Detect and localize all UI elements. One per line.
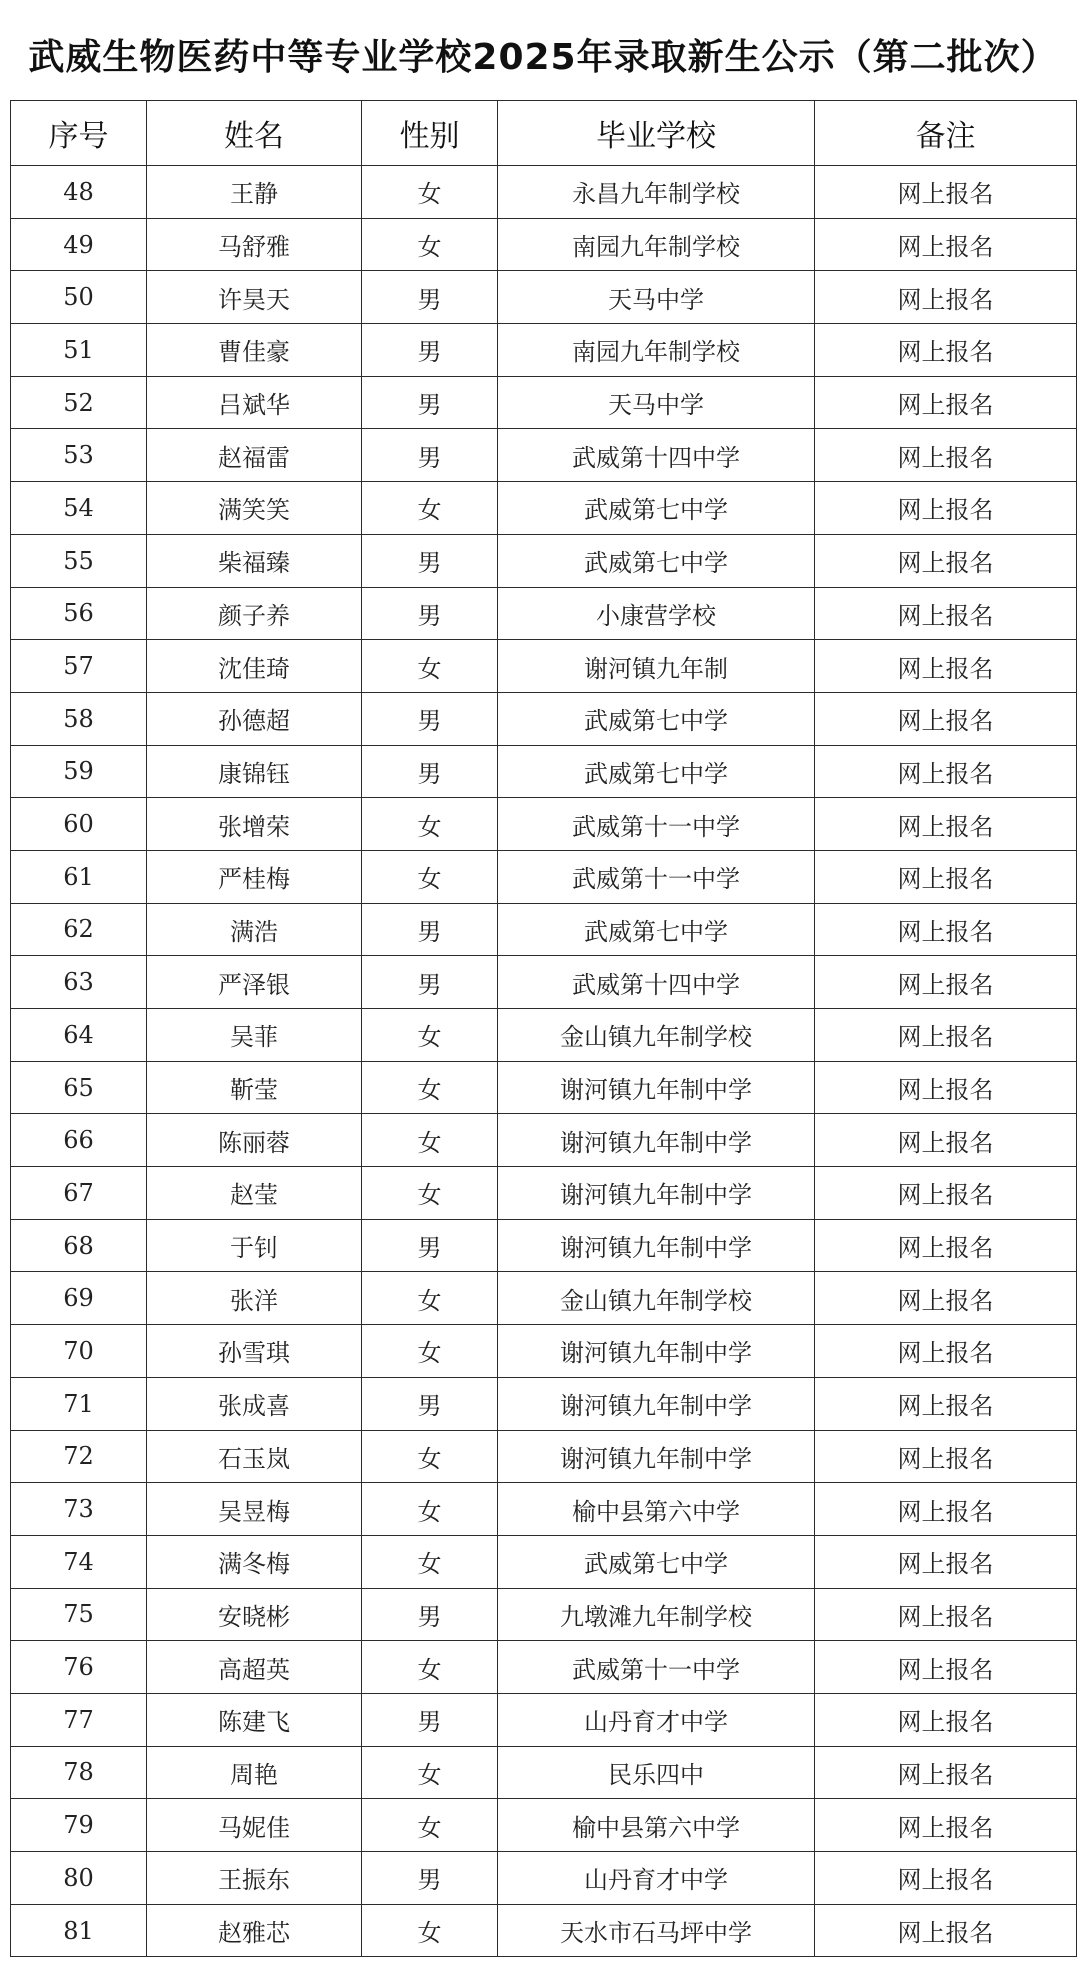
cell-graduated-school: 武威第十一中学 bbox=[498, 798, 815, 851]
cell-remarks: 网上报名 bbox=[815, 1588, 1077, 1641]
table-row bbox=[11, 1430, 1077, 1483]
table-row bbox=[11, 850, 1077, 903]
cell-name: 沈佳琦 bbox=[147, 640, 362, 693]
cell-serial-number: 54 bbox=[11, 482, 147, 535]
cell-gender: 男 bbox=[362, 429, 498, 482]
cell-serial-number: 71 bbox=[11, 1377, 147, 1430]
cell-remarks: 网上报名 bbox=[815, 1167, 1077, 1220]
table-row bbox=[11, 1852, 1077, 1905]
cell-gender: 男 bbox=[362, 1852, 498, 1905]
cell-graduated-school: 谢河镇九年制中学 bbox=[498, 1325, 815, 1378]
cell-remarks: 网上报名 bbox=[815, 1009, 1077, 1062]
cell-graduated-school: 金山镇九年制学校 bbox=[498, 1009, 815, 1062]
cell-gender: 男 bbox=[362, 903, 498, 956]
cell-gender: 男 bbox=[362, 956, 498, 1009]
table-header bbox=[11, 101, 1077, 166]
cell-remarks: 网上报名 bbox=[815, 1746, 1077, 1799]
cell-gender: 男 bbox=[362, 376, 498, 429]
cell-remarks: 网上报名 bbox=[815, 1904, 1077, 1957]
cell-remarks: 网上报名 bbox=[815, 271, 1077, 324]
cell-remarks: 网上报名 bbox=[815, 1219, 1077, 1272]
cell-remarks: 网上报名 bbox=[815, 1325, 1077, 1378]
cell-serial-number: 76 bbox=[11, 1641, 147, 1694]
cell-gender: 女 bbox=[362, 1167, 498, 1220]
cell-gender: 男 bbox=[362, 1588, 498, 1641]
cell-remarks: 网上报名 bbox=[815, 798, 1077, 851]
table-row bbox=[11, 903, 1077, 956]
cell-gender: 女 bbox=[362, 1272, 498, 1325]
cell-serial-number: 61 bbox=[11, 850, 147, 903]
cell-graduated-school: 天马中学 bbox=[498, 271, 815, 324]
cell-gender: 女 bbox=[362, 1904, 498, 1957]
cell-gender: 女 bbox=[362, 1114, 498, 1167]
cell-graduated-school: 武威第七中学 bbox=[498, 903, 815, 956]
cell-name: 张洋 bbox=[147, 1272, 362, 1325]
table-row bbox=[11, 218, 1077, 271]
cell-graduated-school: 天马中学 bbox=[498, 376, 815, 429]
cell-remarks: 网上报名 bbox=[815, 482, 1077, 535]
header-gender: 性别 bbox=[362, 101, 498, 166]
header-graduated-school: 毕业学校 bbox=[498, 101, 815, 166]
cell-gender: 女 bbox=[362, 850, 498, 903]
cell-serial-number: 49 bbox=[11, 218, 147, 271]
cell-remarks: 网上报名 bbox=[815, 745, 1077, 798]
cell-name: 严泽银 bbox=[147, 956, 362, 1009]
cell-name: 周艳 bbox=[147, 1746, 362, 1799]
cell-serial-number: 48 bbox=[11, 166, 147, 219]
table-row bbox=[11, 376, 1077, 429]
table-row bbox=[11, 166, 1077, 219]
cell-gender: 男 bbox=[362, 271, 498, 324]
table-row bbox=[11, 745, 1077, 798]
cell-remarks: 网上报名 bbox=[815, 1430, 1077, 1483]
cell-serial-number: 60 bbox=[11, 798, 147, 851]
table-row bbox=[11, 640, 1077, 693]
cell-name: 孙德超 bbox=[147, 692, 362, 745]
cell-remarks: 网上报名 bbox=[815, 1641, 1077, 1694]
cell-gender: 男 bbox=[362, 1219, 498, 1272]
table-row bbox=[11, 1009, 1077, 1062]
cell-graduated-school: 武威第七中学 bbox=[498, 692, 815, 745]
cell-name: 陈建飞 bbox=[147, 1693, 362, 1746]
cell-remarks: 网上报名 bbox=[815, 640, 1077, 693]
cell-graduated-school: 谢河镇九年制 bbox=[498, 640, 815, 693]
cell-graduated-school: 民乐四中 bbox=[498, 1746, 815, 1799]
cell-name: 赵福雷 bbox=[147, 429, 362, 482]
table-row bbox=[11, 1535, 1077, 1588]
cell-graduated-school: 榆中县第六中学 bbox=[498, 1483, 815, 1536]
cell-graduated-school: 谢河镇九年制中学 bbox=[498, 1219, 815, 1272]
cell-remarks: 网上报名 bbox=[815, 903, 1077, 956]
cell-serial-number: 73 bbox=[11, 1483, 147, 1536]
cell-remarks: 网上报名 bbox=[815, 1852, 1077, 1905]
cell-name: 吴昱梅 bbox=[147, 1483, 362, 1536]
cell-graduated-school: 山丹育才中学 bbox=[498, 1693, 815, 1746]
cell-name: 王振东 bbox=[147, 1852, 362, 1905]
cell-serial-number: 64 bbox=[11, 1009, 147, 1062]
cell-name: 陈丽蓉 bbox=[147, 1114, 362, 1167]
cell-serial-number: 50 bbox=[11, 271, 147, 324]
cell-graduated-school: 谢河镇九年制中学 bbox=[498, 1430, 815, 1483]
cell-gender: 女 bbox=[362, 1325, 498, 1378]
cell-serial-number: 59 bbox=[11, 745, 147, 798]
table-row bbox=[11, 1325, 1077, 1378]
cell-name: 孙雪琪 bbox=[147, 1325, 362, 1378]
cell-remarks: 网上报名 bbox=[815, 1272, 1077, 1325]
cell-serial-number: 70 bbox=[11, 1325, 147, 1378]
cell-serial-number: 81 bbox=[11, 1904, 147, 1957]
cell-serial-number: 67 bbox=[11, 1167, 147, 1220]
table-row bbox=[11, 1746, 1077, 1799]
cell-graduated-school: 谢河镇九年制中学 bbox=[498, 1167, 815, 1220]
cell-graduated-school: 南园九年制学校 bbox=[498, 218, 815, 271]
cell-remarks: 网上报名 bbox=[815, 1377, 1077, 1430]
table-row bbox=[11, 482, 1077, 535]
table-row bbox=[11, 1588, 1077, 1641]
table-row bbox=[11, 1904, 1077, 1957]
cell-remarks: 网上报名 bbox=[815, 692, 1077, 745]
cell-serial-number: 69 bbox=[11, 1272, 147, 1325]
cell-serial-number: 72 bbox=[11, 1430, 147, 1483]
cell-serial-number: 57 bbox=[11, 640, 147, 693]
cell-serial-number: 80 bbox=[11, 1852, 147, 1905]
cell-name: 吴菲 bbox=[147, 1009, 362, 1062]
cell-gender: 女 bbox=[362, 1535, 498, 1588]
table-row bbox=[11, 271, 1077, 324]
cell-remarks: 网上报名 bbox=[815, 1061, 1077, 1114]
cell-serial-number: 77 bbox=[11, 1693, 147, 1746]
table-row bbox=[11, 1799, 1077, 1852]
cell-name: 张增荣 bbox=[147, 798, 362, 851]
cell-graduated-school: 武威第十一中学 bbox=[498, 1641, 815, 1694]
cell-name: 马舒雅 bbox=[147, 218, 362, 271]
cell-gender: 男 bbox=[362, 692, 498, 745]
cell-serial-number: 66 bbox=[11, 1114, 147, 1167]
cell-gender: 女 bbox=[362, 1009, 498, 1062]
table-row bbox=[11, 1219, 1077, 1272]
cell-graduated-school: 武威第七中学 bbox=[498, 482, 815, 535]
page-title: 武威生物医药中等专业学校2025年录取新生公示（第二批次） bbox=[28, 36, 1058, 78]
cell-name: 安晓彬 bbox=[147, 1588, 362, 1641]
cell-remarks: 网上报名 bbox=[815, 324, 1077, 377]
table-row bbox=[11, 1641, 1077, 1694]
header-row bbox=[11, 101, 1077, 166]
table-row bbox=[11, 534, 1077, 587]
cell-gender: 女 bbox=[362, 640, 498, 693]
cell-remarks: 网上报名 bbox=[815, 956, 1077, 1009]
cell-graduated-school: 武威第十一中学 bbox=[498, 850, 815, 903]
cell-remarks: 网上报名 bbox=[815, 429, 1077, 482]
cell-name: 赵雅芯 bbox=[147, 1904, 362, 1957]
cell-name: 满冬梅 bbox=[147, 1535, 362, 1588]
cell-name: 高超英 bbox=[147, 1641, 362, 1694]
table-row bbox=[11, 1693, 1077, 1746]
cell-gender: 女 bbox=[362, 1483, 498, 1536]
cell-serial-number: 78 bbox=[11, 1746, 147, 1799]
table-row bbox=[11, 1272, 1077, 1325]
cell-graduated-school: 武威第十四中学 bbox=[498, 956, 815, 1009]
cell-serial-number: 62 bbox=[11, 903, 147, 956]
cell-gender: 女 bbox=[362, 1746, 498, 1799]
cell-name: 张成喜 bbox=[147, 1377, 362, 1430]
cell-name: 靳莹 bbox=[147, 1061, 362, 1114]
table-row bbox=[11, 1114, 1077, 1167]
cell-name: 满笑笑 bbox=[147, 482, 362, 535]
cell-graduated-school: 谢河镇九年制中学 bbox=[498, 1061, 815, 1114]
cell-name: 曹佳豪 bbox=[147, 324, 362, 377]
cell-gender: 男 bbox=[362, 534, 498, 587]
cell-gender: 女 bbox=[362, 1061, 498, 1114]
cell-graduated-school: 永昌九年制学校 bbox=[498, 166, 815, 219]
cell-graduated-school: 南园九年制学校 bbox=[498, 324, 815, 377]
cell-serial-number: 52 bbox=[11, 376, 147, 429]
cell-name: 康锦钰 bbox=[147, 745, 362, 798]
cell-serial-number: 65 bbox=[11, 1061, 147, 1114]
cell-remarks: 网上报名 bbox=[815, 1483, 1077, 1536]
cell-remarks: 网上报名 bbox=[815, 534, 1077, 587]
table-row bbox=[11, 1377, 1077, 1430]
cell-gender: 男 bbox=[362, 1377, 498, 1430]
cell-name: 吕斌华 bbox=[147, 376, 362, 429]
cell-serial-number: 75 bbox=[11, 1588, 147, 1641]
cell-graduated-school: 天水市石马坪中学 bbox=[498, 1904, 815, 1957]
cell-name: 于钊 bbox=[147, 1219, 362, 1272]
table-row bbox=[11, 1167, 1077, 1220]
cell-graduated-school: 榆中县第六中学 bbox=[498, 1799, 815, 1852]
cell-graduated-school: 武威第七中学 bbox=[498, 1535, 815, 1588]
cell-serial-number: 79 bbox=[11, 1799, 147, 1852]
cell-remarks: 网上报名 bbox=[815, 1799, 1077, 1852]
cell-graduated-school: 金山镇九年制学校 bbox=[498, 1272, 815, 1325]
cell-serial-number: 56 bbox=[11, 587, 147, 640]
cell-remarks: 网上报名 bbox=[815, 1693, 1077, 1746]
cell-gender: 女 bbox=[362, 1641, 498, 1694]
table-body bbox=[11, 166, 1077, 1957]
cell-graduated-school: 九墩滩九年制学校 bbox=[498, 1588, 815, 1641]
cell-remarks: 网上报名 bbox=[815, 376, 1077, 429]
cell-name: 石玉岚 bbox=[147, 1430, 362, 1483]
cell-name: 柴福臻 bbox=[147, 534, 362, 587]
header-remarks: 备注 bbox=[815, 101, 1077, 166]
cell-gender: 男 bbox=[362, 745, 498, 798]
cell-gender: 女 bbox=[362, 166, 498, 219]
cell-serial-number: 51 bbox=[11, 324, 147, 377]
cell-serial-number: 63 bbox=[11, 956, 147, 1009]
cell-serial-number: 53 bbox=[11, 429, 147, 482]
table-row bbox=[11, 692, 1077, 745]
table-row bbox=[11, 429, 1077, 482]
cell-gender: 女 bbox=[362, 798, 498, 851]
table-row bbox=[11, 324, 1077, 377]
header-serial-number: 序号 bbox=[11, 101, 147, 166]
cell-gender: 男 bbox=[362, 324, 498, 377]
cell-gender: 女 bbox=[362, 1799, 498, 1852]
table-row bbox=[11, 1061, 1077, 1114]
cell-serial-number: 74 bbox=[11, 1535, 147, 1588]
cell-name: 满浩 bbox=[147, 903, 362, 956]
cell-name: 马妮佳 bbox=[147, 1799, 362, 1852]
cell-graduated-school: 谢河镇九年制中学 bbox=[498, 1377, 815, 1430]
cell-serial-number: 58 bbox=[11, 692, 147, 745]
cell-graduated-school: 武威第十四中学 bbox=[498, 429, 815, 482]
cell-graduated-school: 武威第七中学 bbox=[498, 534, 815, 587]
cell-name: 颜子养 bbox=[147, 587, 362, 640]
table-row bbox=[11, 798, 1077, 851]
cell-graduated-school: 谢河镇九年制中学 bbox=[498, 1114, 815, 1167]
cell-graduated-school: 武威第七中学 bbox=[498, 745, 815, 798]
document-page bbox=[10, 8, 1076, 1962]
cell-remarks: 网上报名 bbox=[815, 218, 1077, 271]
cell-name: 严桂梅 bbox=[147, 850, 362, 903]
cell-gender: 女 bbox=[362, 218, 498, 271]
cell-gender: 女 bbox=[362, 482, 498, 535]
cell-graduated-school: 山丹育才中学 bbox=[498, 1852, 815, 1905]
cell-graduated-school: 小康营学校 bbox=[498, 587, 815, 640]
cell-gender: 女 bbox=[362, 1430, 498, 1483]
cell-remarks: 网上报名 bbox=[815, 1535, 1077, 1588]
cell-remarks: 网上报名 bbox=[815, 1114, 1077, 1167]
cell-remarks: 网上报名 bbox=[815, 587, 1077, 640]
header-name: 姓名 bbox=[147, 101, 362, 166]
admission-table bbox=[10, 100, 1077, 1957]
cell-gender: 男 bbox=[362, 587, 498, 640]
table-row bbox=[11, 1483, 1077, 1536]
table-row bbox=[11, 587, 1077, 640]
cell-serial-number: 55 bbox=[11, 534, 147, 587]
table-row bbox=[11, 956, 1077, 1009]
cell-name: 赵莹 bbox=[147, 1167, 362, 1220]
cell-remarks: 网上报名 bbox=[815, 850, 1077, 903]
cell-name: 许昊天 bbox=[147, 271, 362, 324]
cell-gender: 男 bbox=[362, 1693, 498, 1746]
cell-serial-number: 68 bbox=[11, 1219, 147, 1272]
cell-name: 王静 bbox=[147, 166, 362, 219]
cell-remarks: 网上报名 bbox=[815, 166, 1077, 219]
